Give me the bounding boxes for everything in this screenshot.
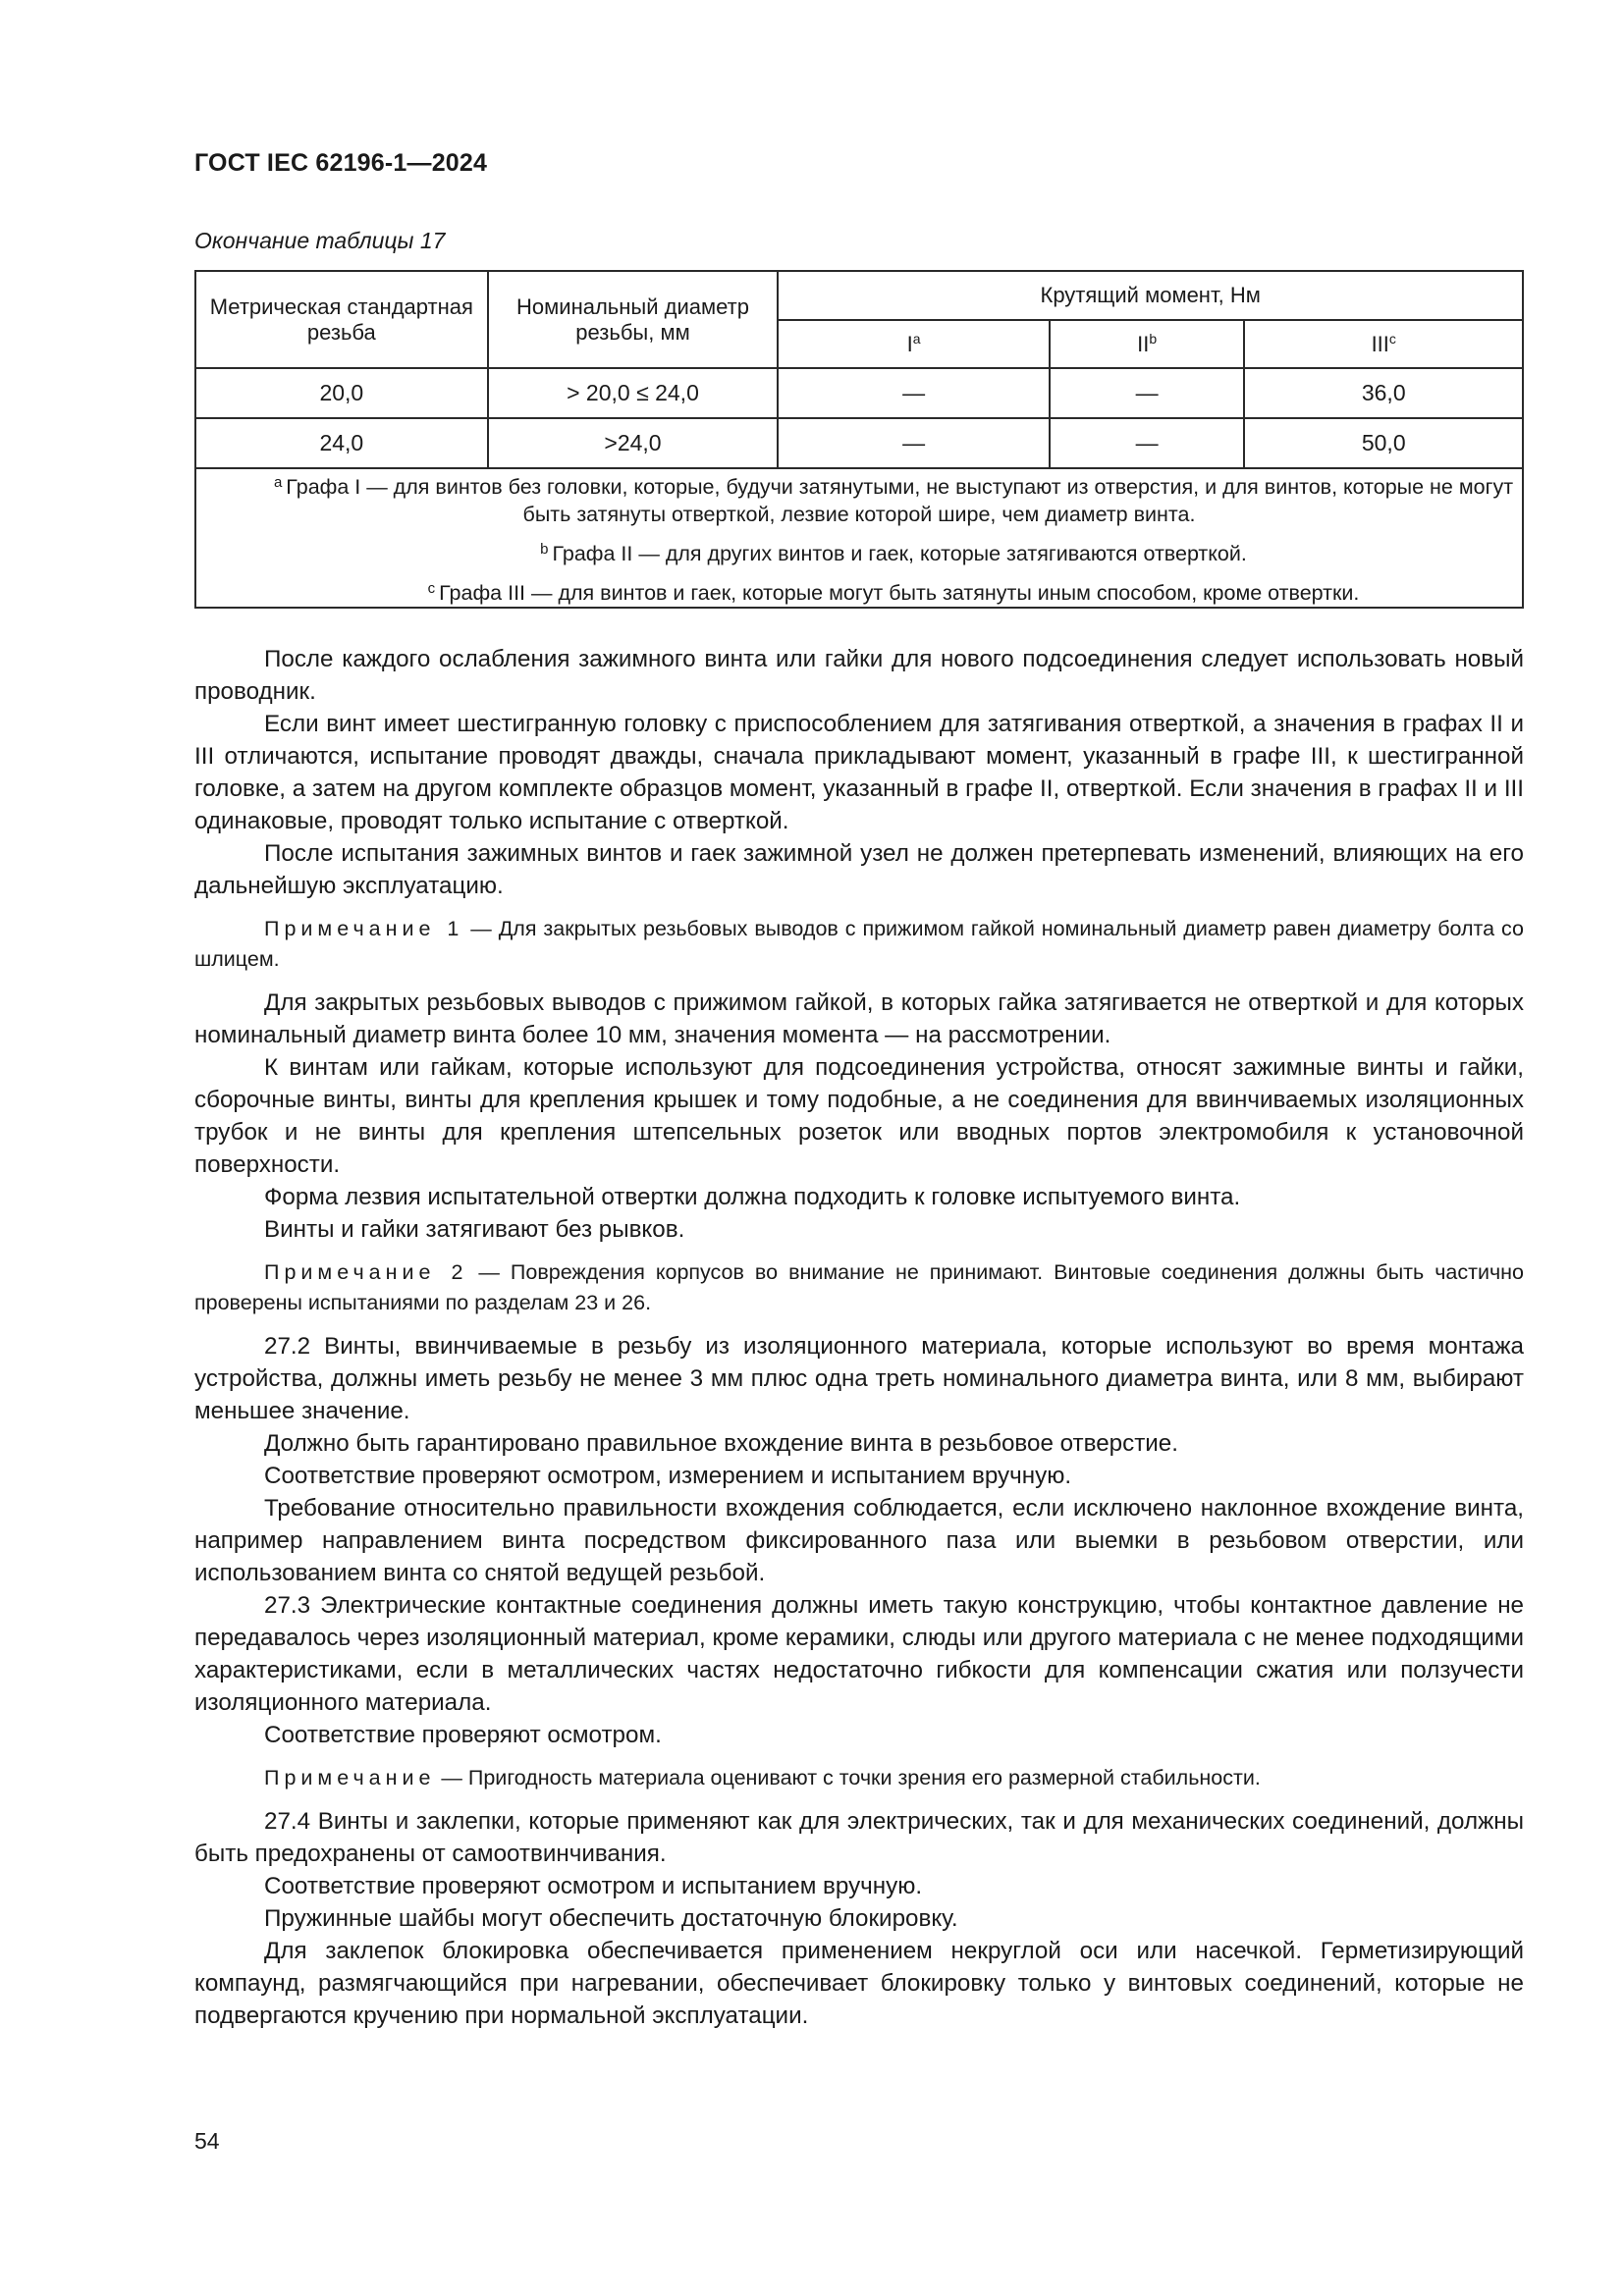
- cell-diameter: > 20,0 ≤ 24,0: [488, 368, 779, 418]
- cell-ii: —: [1050, 418, 1245, 468]
- paragraph: Соответствие проверяют осмотром и испытанием вручную.: [264, 1873, 923, 1899]
- table-caption: Окончание таблицы 17: [194, 228, 446, 253]
- cell-diameter: >24,0: [488, 418, 779, 468]
- paragraph: Форма лезвия испытательной отвертки должна подходить к головке испытуемого винта.: [264, 1184, 1241, 1210]
- paragraph: Для заклепок блокировка обеспечивается применением некруглой оси или насечкой. Герметизирующий компаунд, размягчающийся при нагревании, обеспечивает блокировку только у винтовых соединений, которые не подвергаются кручению при нормальной эксплуатации.: [194, 1938, 1524, 2029]
- paragraph: Винты и гайки затягивают без рывков.: [264, 1216, 685, 1243]
- table-footnotes: [195, 468, 1523, 608]
- note-3: Примечание — Пригодность материала оценивают с точки зрения его размерной стабильности.: [264, 1766, 1261, 1789]
- cell-ii: —: [1050, 368, 1245, 418]
- paragraph: Соответствие проверяют осмотром.: [264, 1722, 662, 1748]
- header-col-i: $I^a$: [778, 320, 1049, 368]
- header-col-iii: III$^c$: [1244, 320, 1523, 368]
- clause-27-2: 27.2 Винты, ввинчиваемые в резьбу из изоляционного материала, которые используют во время монтажа устройства, должны иметь резьбу не менее 3 мм плюс одна треть номинального диаметра винта, или 8 мм, выбирают меньшее значение.: [194, 1333, 1524, 1424]
- header-torque: Крутящий момент, Нм: [778, 271, 1523, 320]
- cell-thread: 24,0: [195, 418, 488, 468]
- table-footnotes-row: [195, 468, 1523, 608]
- paragraph: Пружинные шайбы могут обеспечить достаточную блокировку.: [264, 1905, 958, 1932]
- clause-27-3: 27.3 Электрические контактные соединения должны иметь такую конструкцию, чтобы контактное давление не передавалось через изоляционный материал, кроме керамики, слюды или другого материала с не менее подходящими характеристиками, если в металлических частях недостаточно гибкости для компенсации сжатия или ползучести изоляционного материала.: [194, 1592, 1524, 1716]
- footnote-b: $^b$ Графа II — для других винтов и гаек, которые затягиваются отверткой.: [540, 541, 1247, 565]
- paragraph: Должно быть гарантировано правильное вхождение винта в резьбовое отверстие.: [264, 1430, 1178, 1457]
- header-col-ii: $II^b$: [1050, 320, 1245, 368]
- clause-27-4: 27.4 Винты и заклепки, которые применяют как для электрических, так и для механических соединений, должны быть предохранены от самоотвинчивания.: [194, 1808, 1524, 1867]
- table-row: [195, 418, 1523, 468]
- cell-iii: 50,0: [1244, 418, 1523, 468]
- body-text: [194, 643, 1524, 2032]
- paragraph: Если винт имеет шестигранную головку с приспособлением для затягивания отверткой, а значения в графах II и III отличаются, испытание проводят дважды, сначала прикладывают момент, указанный в графе III, к шестигранной головке, а затем на другом комплекте образцов момент, указанный в графе II, отверткой. Если значения в графах II и III одинаковые, проводят только испытание с отверткой.: [194, 711, 1524, 834]
- paragraph: К винтам или гайкам, которые используют для подсоединения устройства, относят зажимные винты и гайки, сборочные винты, винты для крепления крышек и тому подобные, а не соединения для ввинчиваемых изоляционных трубок и не винты для крепления штепсельных розеток или вводных портов электромобиля к установочной поверхности.: [194, 1054, 1524, 1178]
- cell-thread: 20,0: [195, 368, 488, 418]
- paragraph: Соответствие проверяют осмотром, измерением и испытанием вручную.: [264, 1463, 1072, 1489]
- paragraph: Для закрытых резьбовых выводов с прижимом гайкой, в которых гайка затягивается не отверткой и для которых номинальный диаметр винта более 10 мм, значения момента — на рассмотрении.: [194, 989, 1524, 1048]
- cell-i: —: [778, 368, 1049, 418]
- header-diameter: Номинальный диаметр резьбы, мм: [488, 271, 779, 368]
- cell-i: —: [778, 418, 1049, 468]
- paragraph: После испытания зажимных винтов и гаек зажимной узел не должен претерпевать изменений, влияющих на его дальнейшую эксплуатацию.: [194, 840, 1524, 899]
- table-row: [195, 368, 1523, 418]
- footnote-c: $^c$ Графа III — для винтов и гаек, которые могут быть затянуты иным способом, кроме отвертки.: [427, 580, 1360, 605]
- cell-iii: 36,0: [1244, 368, 1523, 418]
- note-2: Примечание 2 — Повреждения корпусов во внимание не принимают. Винтовые соединения должны быть частично проверены испытаниями по разделам 23 и 26.: [194, 1260, 1524, 1314]
- paragraph: После каждого ослабления зажимного винта или гайки для нового подсоединения следует использовать новый проводник.: [194, 646, 1524, 705]
- table-header-row: [195, 271, 1523, 320]
- page-number: 54: [194, 2128, 220, 2154]
- note-1: Примечание 1 — Для закрытых резьбовых выводов с прижимом гайкой номинальный диаметр равен диаметру болта со шлицем.: [194, 917, 1524, 971]
- document-code: ГОСТ IEC 62196-1—2024: [194, 149, 488, 177]
- paragraph: Требование относительно правильности вхождения соблюдается, если исключено наклонное вхождение винта, например направлением винта посредством фиксированного паза или выемки в резьбовом отверстии, или использованием винта со снятой ведущей резьбой.: [194, 1495, 1524, 1586]
- header-thread: Метрическая стандартная резьба: [195, 271, 488, 368]
- table-17: [194, 270, 1524, 609]
- footnote-a: $^a$ Графа I — для винтов без головки, которые, будучи затянутыми, не выступают из отверстия, и для винтов, которые не могут быть затянуты отверткой, лезвие которой шире, чем диаметр винта.: [273, 474, 1514, 526]
